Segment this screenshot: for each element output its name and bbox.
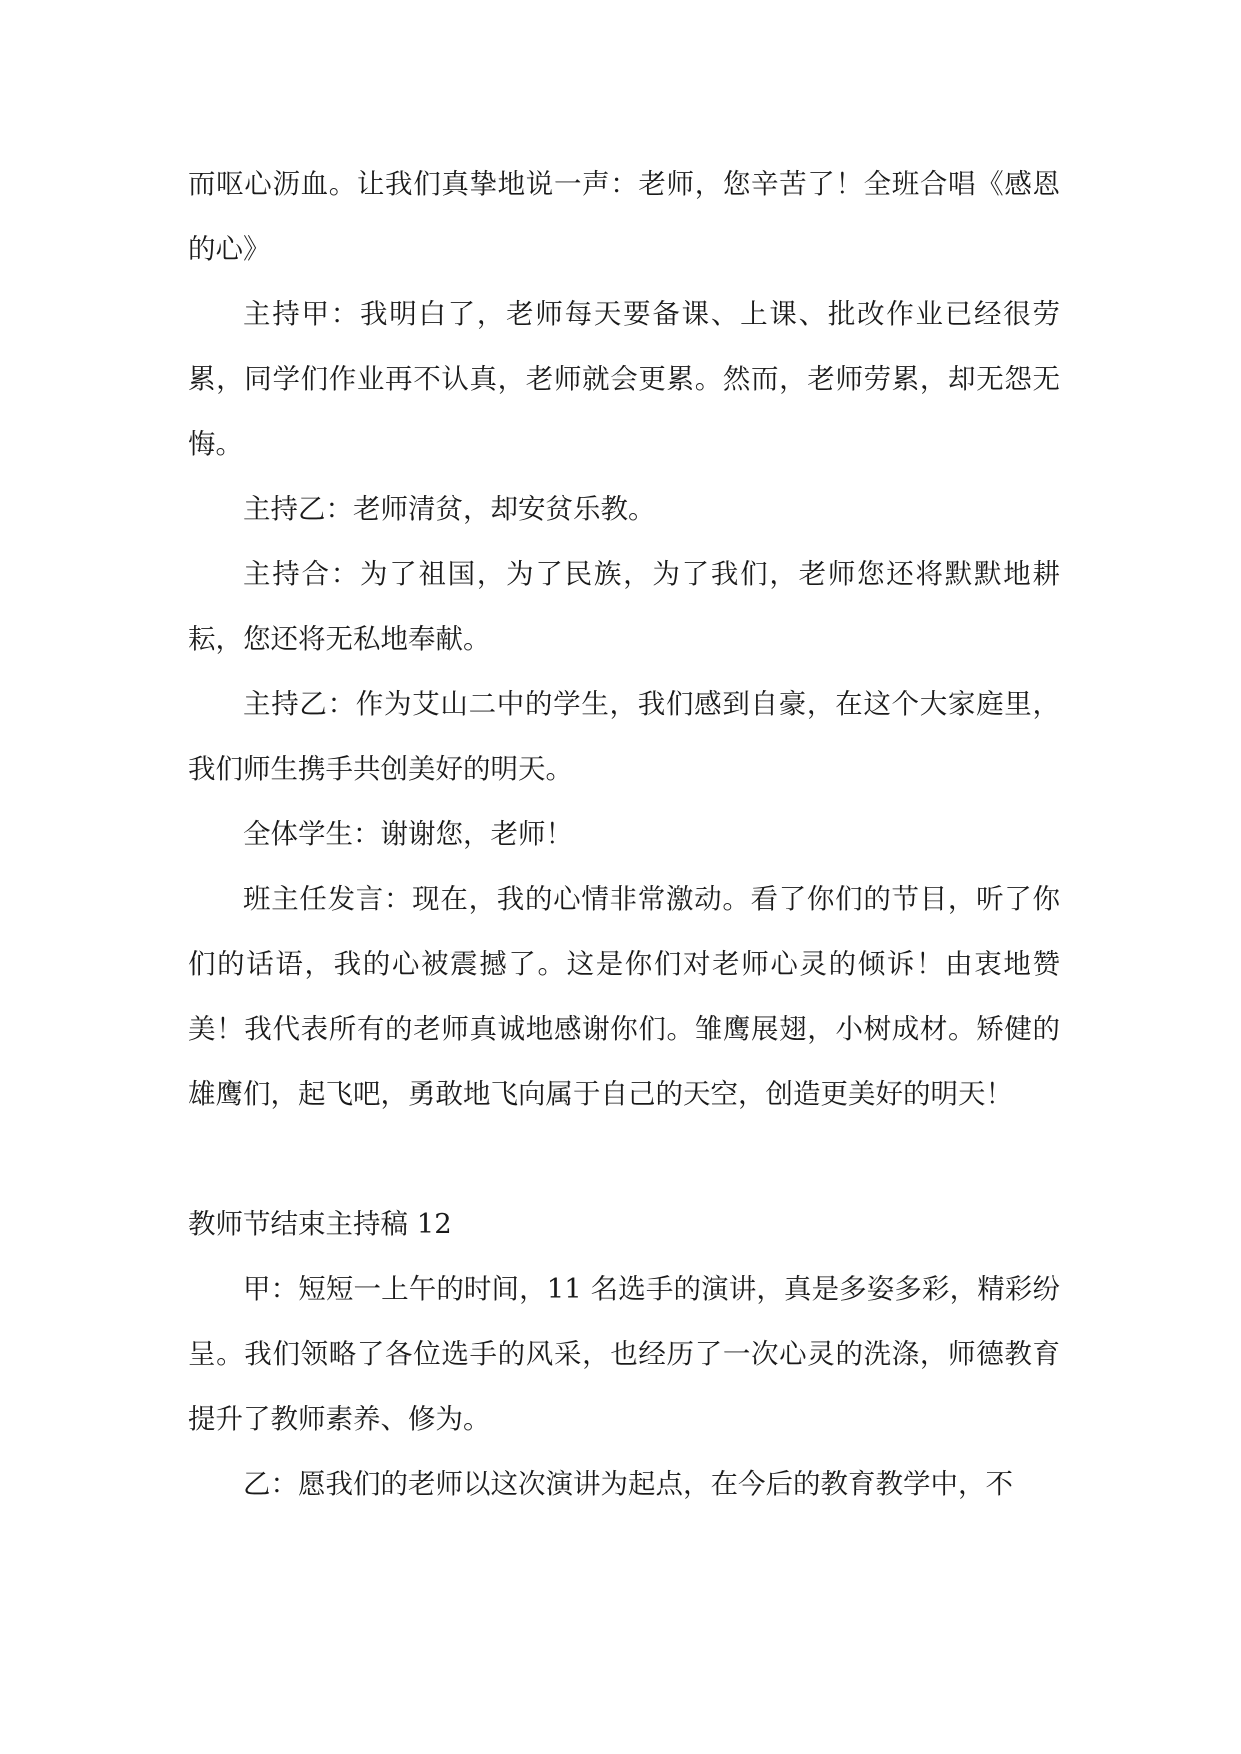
paragraph-section-a: 甲：短短一上午的时间，11 名选手的演讲，真是多姿多彩，精彩纷呈。我们领略了各位选手的风采，也经历了一次心灵的洗涤，师德教育提升了教师素养、修为。 [188,1273,1060,1435]
paragraph-continuation: 而呕心沥血。让我们真挚地说一声：老师，您辛苦了！全班合唱《感恩的心》 [188,168,1060,265]
paragraph-host-a: 主持甲：我明白了，老师每天要备课、上课、批改作业已经很劳累，同学们作业再不认真，老师就会更累。然而，老师劳累，却无怨无悔。 [188,298,1060,460]
section-title: 教师节结束主持稿 12 [188,1208,452,1240]
paragraph-host-b-2: 主持乙：作为艾山二中的学生，我们感到自豪，在这个大家庭里，我们师生携手共创美好的明天。 [188,688,1060,785]
paragraph-head-teacher: 班主任发言：现在，我的心情非常激动。看了你们的节目，听了你们的话语，我的心被震撼了。这是你们对老师心灵的倾诉！由衷地赞美！我代表所有的老师真诚地感谢你们。雏鹰展翅，小树成材。矫健的雄鹰们，起飞吧，勇敢地飞向属于自己的天空，创造更美好的明天！ [188,883,1060,1110]
document-page [188,152,1060,1517]
paragraph-section-b: 乙：愿我们的老师以这次演讲为起点，在今后的教育教学中，不 [243,1468,1013,1500]
paragraph-host-together: 主持合：为了祖国，为了民族，为了我们，老师您还将默默地耕耘，您还将无私地奉献。 [188,558,1060,655]
paragraph-host-b: 主持乙：老师清贫，却安贫乐教。 [243,493,656,525]
paragraph-all-students: 全体学生：谢谢您，老师！ [243,818,573,850]
